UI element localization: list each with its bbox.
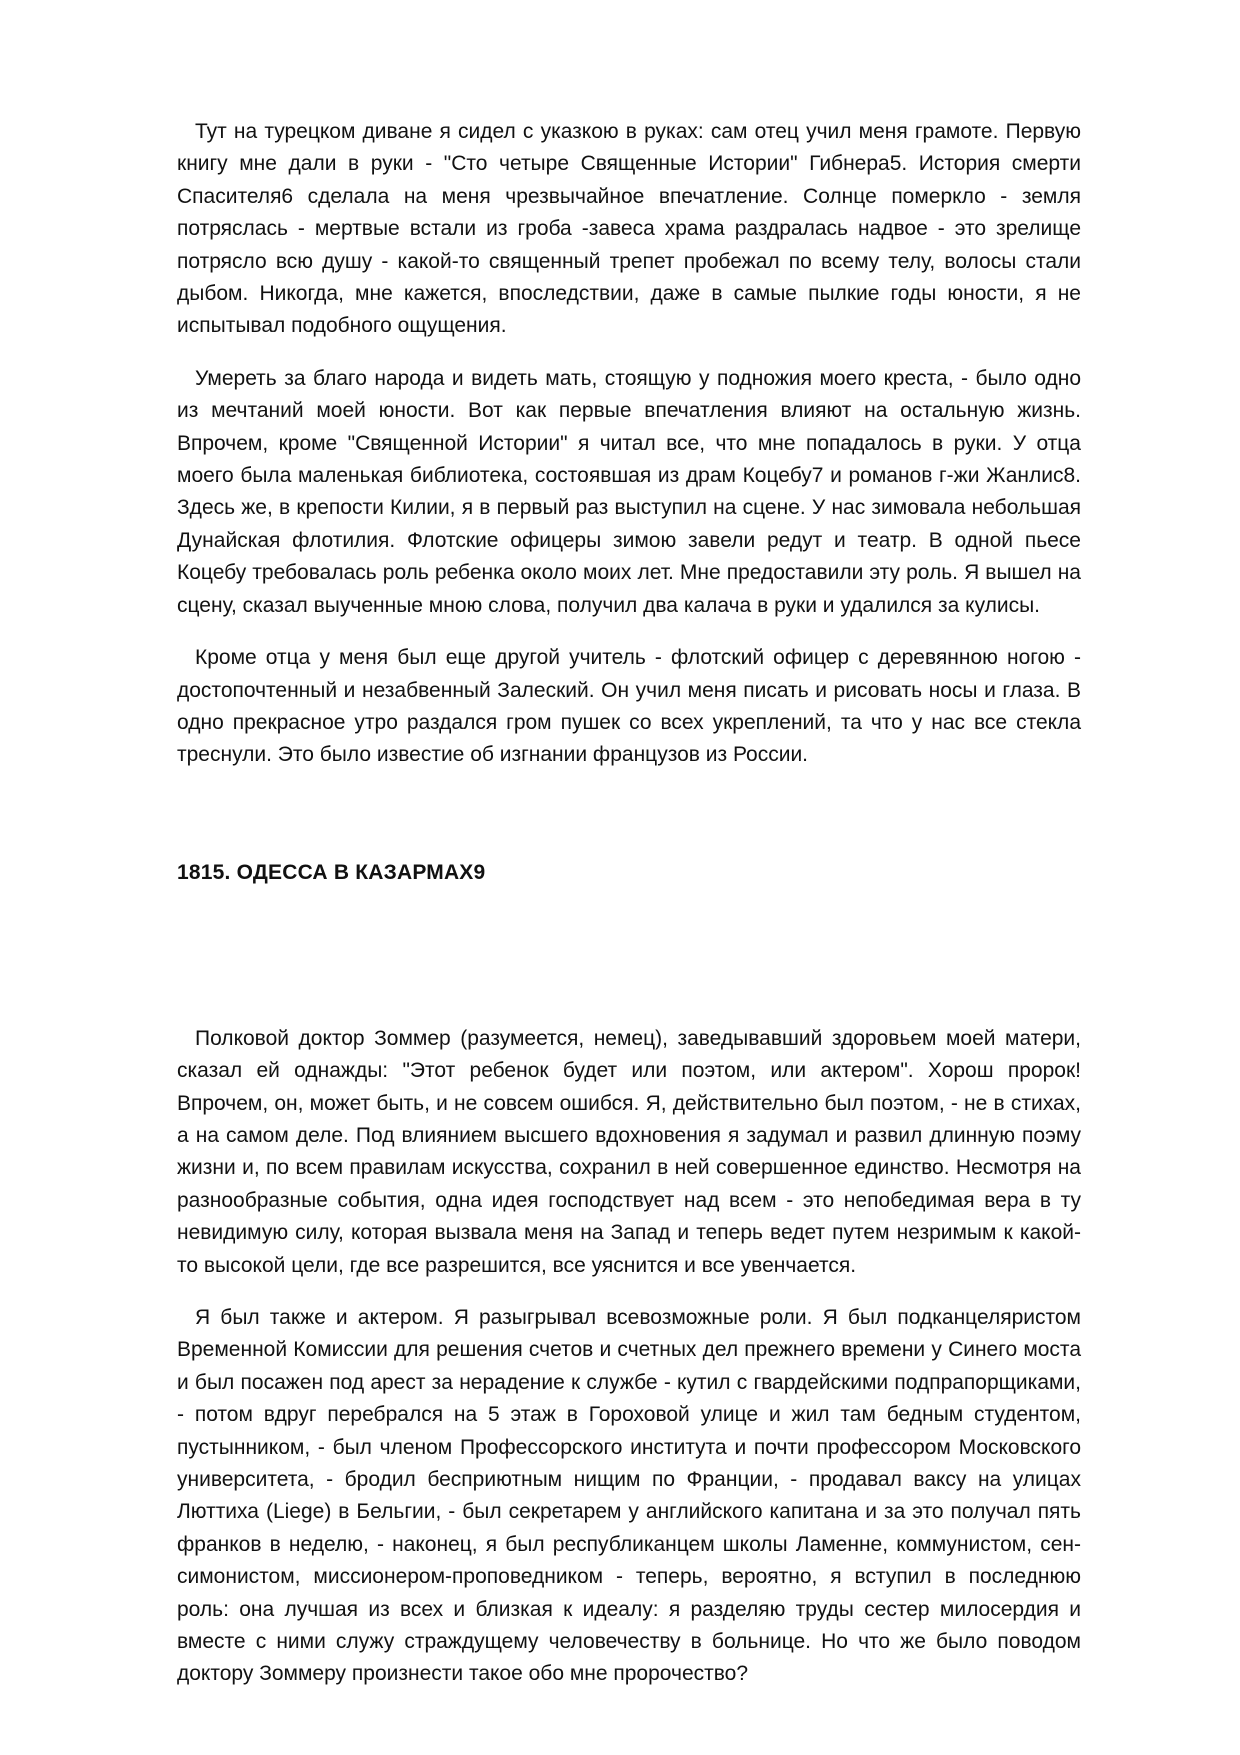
section-heading: 1815. ОДЕССА В КАЗАРМАХ9 [177,860,486,884]
paragraph-3: Кроме отца у меня был еще другой учитель - флотский офицер с деревянною ногою - достопочтенный и незабвенный Залеский. Он учил меня писать и рисовать носы и глаза. В одно прекрасное утро раздался гром пушек со всех укреплений, та что у нас все стекла треснули. Это было известие об изгнании французов из России. [177,646,1081,767]
paragraph-2: Умереть за благо народа и видеть мать, стоящую у подножия моего креста, - было одно из мечтаний моей юности. Вот как первые впечатления влияют на остальную жизнь. Впрочем, кроме "Священной Истории" я читал все, что мне попадалось в руки. У отца моего была маленькая библиотека, состоявшая из драм Коцебу7 и романов г-жи Жанлис8. Здесь же, в крепости Килии, я в первый раз выступил на сцене. У нас зимовала небольшая Дунайская флотилия. Флотские офицеры зимою завели редут и театр. В одной пьесе Коцебу требовалась роль ребенка около моих лет. Мне предоставили эту роль. Я вышел на сцену, сказал выученные мною слова, получил два калача в руки и удалился за кулисы. [177,366,1081,617]
paragraph-1: Тут на турецком диване я сидел с указкою в руках: сам отец учил меня грамоте. Первую книгу мне дали в руки - "Сто четыре Священные Истории" Гибнера5. История смерти Спасителя6 сделала на меня чрезвычайное впечатление. Солнце померкло - земля потряслась - мертвые встали из гроба -завеса храма раздралась надвое - это зрелище потрясло всю душу - какой-то священный трепет пробежал по всему телу, волосы стали дыбом. Никогда, мне кажется, впоследствии, даже в самые пылкие годы юности, я не испытывал подобного ощущения. [177,120,1081,338]
document-page [177,116,1081,1691]
paragraph-4: Полковой доктор Зоммер (разумеется, немец), заведывавший здоровьем моей матери, сказал ей однажды: "Этот ребенок будет или поэтом, или актером". Хорош пророк! Впрочем, он, может быть, и не совсем ошибся. Я, действительно был поэтом, - не в стихах, а на самом деле. Под влиянием высшего вдохновения я задумал и развил длинную поэму жизни и, по всем правилам искусства, сохранил в ней совершенное единство. Несмотря на разнообразные события, одна идея господствует над всем - это непобедимая вера в ту невидимую силу, которая вызвала меня на Запад и теперь ведет путем незримым к какой-то высокой цели, где все разрешится, все уяснится и все увенчается. [177,1026,1081,1277]
paragraph-5: Я был также и актером. Я разыгрывал всевозможные роли. Я был подканцеляристом Временной Комиссии для решения счетов и счетных дел прежнего времени у Синего моста и был посажен под арест за нерадение к службе - кутил с гвардейскими подпрапорщиками, - потом вдруг перебрался на 5 этаж в Гороховой улице и жил там бедным студентом, пустынником, - был членом Профессорского института и почти профессором Московского университета, - бродил бесприютным нищим по Франции, - продавал ваксу на улицах Люттиха (Liege) в Бельгии, - был секретарем у английского капитана и за это получал пять франков в неделю, - наконец, я был республиканцем школы Ламенне, коммунистом, сен-симонистом, миссионером-проповедником - теперь, вероятно, я вступил в последнюю роль: она лучшая из всех и близкая к идеалу: я разделяю труды сестер милосердия и вместе с ними служу страждущему человечеству в больнице. Но что же было поводом доктору Зоммеру произнести такое обо мне пророчество? [177,1305,1081,1686]
